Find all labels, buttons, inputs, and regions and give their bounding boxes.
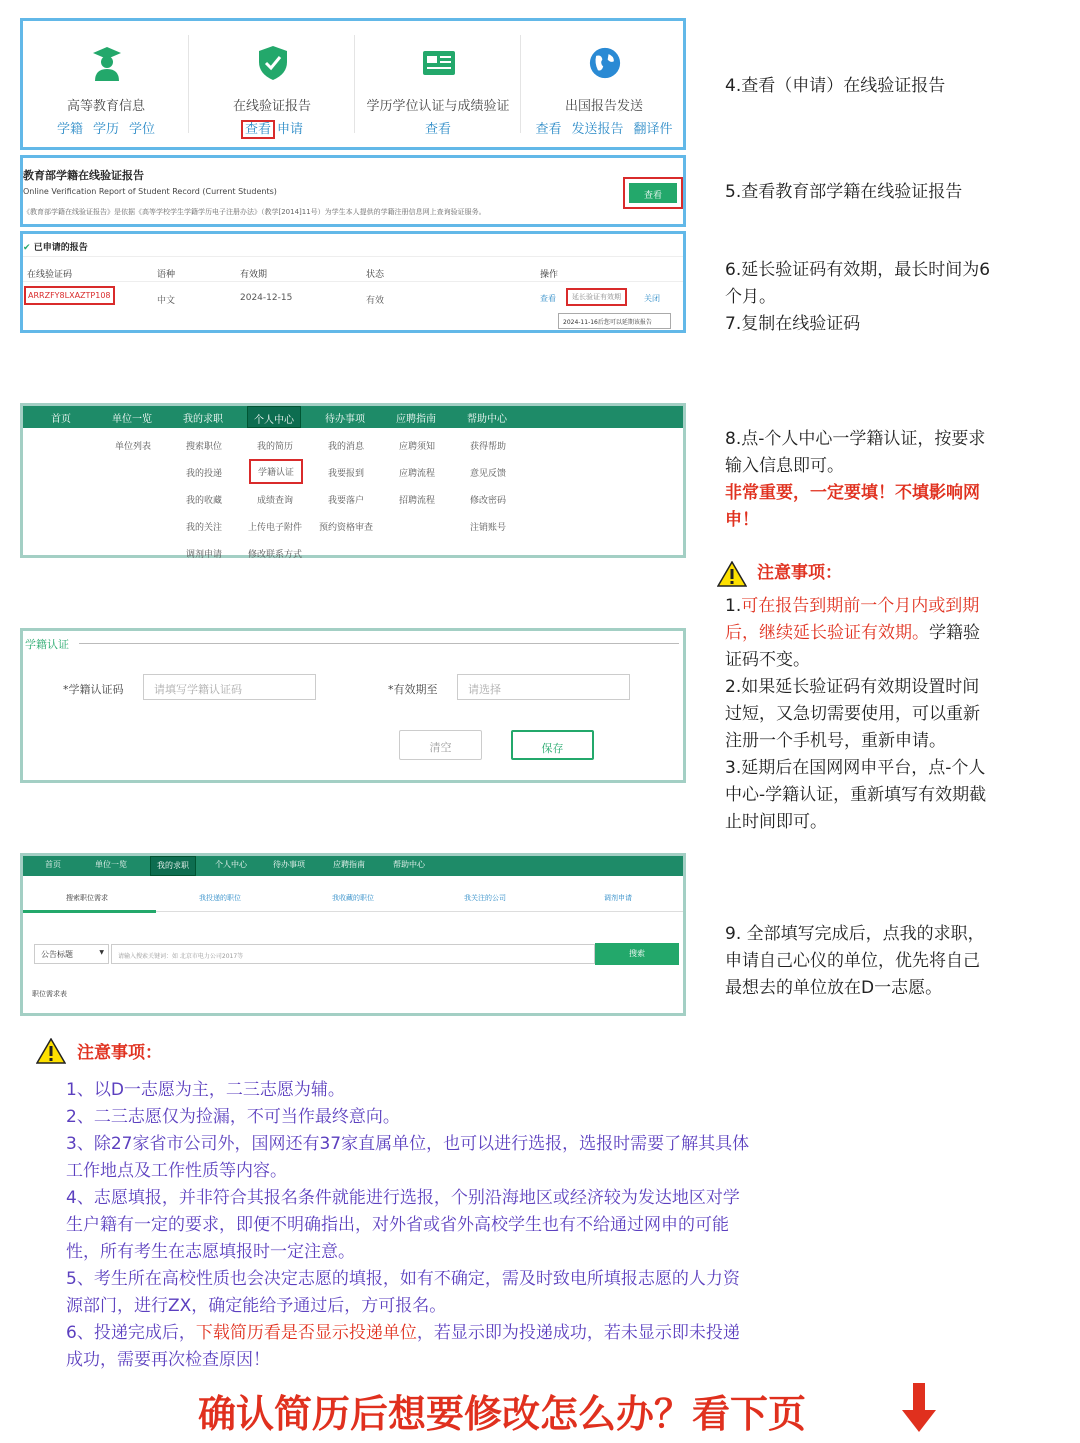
- menu-my-favorites[interactable]: 我的收藏: [186, 496, 223, 506]
- menu-upload-attachments[interactable]: 上传电子附件: [248, 523, 303, 533]
- graduate-icon: [91, 45, 123, 81]
- clear-button[interactable]: 清空: [399, 730, 482, 760]
- nav-guide[interactable]: 应聘指南: [333, 860, 365, 869]
- main-nav-2: [23, 856, 683, 876]
- form-title: 学籍认证: [25, 638, 69, 651]
- tab-search-jobs[interactable]: 搜索职位需求: [66, 894, 108, 902]
- check-circle-icon: ✔: [23, 243, 31, 253]
- report-desc: 《教育部学籍在线验证报告》是依据《高等学校学生学籍学历电子注册办法》（教学[2014]11号）为学生本人提供的学籍注册信息网上查询验证服务。: [23, 208, 486, 216]
- search-type-select[interactable]: 公告标题 ▼: [34, 944, 109, 964]
- nav-guide[interactable]: 应聘指南: [396, 414, 436, 425]
- tile-degree-auth: [355, 21, 521, 147]
- nav-help[interactable]: 帮助中心: [393, 860, 425, 869]
- bottom-notes: 1、以D一志愿为主，二三志愿为辅。 2、二三志愿仅为捡漏，不可当作最终意向。 3、除27家省市公司外，国网还有37家直属单位，也可以进行选报，选报时需要了解其具体 工作地点及工作性质等内容。 4、志愿填报，并非符合其报名条件就能进行选报，个别沿海地区或经济较为发达地区对学 生户籍有一定的要求，即便不明确指出，对外省或省外高校学生也有不给通过网申的可能 性，所有考生在志愿填报时一定注意。 5、考生所在高校性质也会决定志愿的填报，如有不确定，需及时致电所填报志愿的人力资 源部门，进行ZX，确定能给予通过后，方可报名。 6、投递完成后，下载简历看是否显示投递单位，若显示即为投递成功，若未显示即未投递 成功，需要再次检查原因！: [66, 1080, 750, 1370]
- step-4: 4.查看（申请）在线验证报告: [725, 76, 946, 96]
- id-card-icon: [423, 45, 455, 81]
- menu-appointment[interactable]: 预约资格审查: [319, 523, 374, 533]
- extend-validity-button[interactable]: 延长验证有效期: [566, 288, 627, 306]
- student-code-input[interactable]: 请填写学籍认证码: [143, 674, 316, 700]
- view-report-link[interactable]: 查看: [241, 120, 275, 139]
- warning-icon: [717, 561, 747, 587]
- menu-my-applications[interactable]: 我的投递: [186, 469, 223, 479]
- student-record-report-panel: [20, 155, 686, 227]
- nav-personal-center[interactable]: 个人中心: [247, 406, 301, 428]
- menu-change-password[interactable]: 修改密码: [470, 496, 507, 506]
- menu-apply-notes[interactable]: 应聘须知: [399, 442, 436, 452]
- right-notes-title: 注意事项：: [757, 563, 842, 583]
- view-degree-link[interactable]: 查看: [424, 122, 451, 137]
- row-close-link[interactable]: 关闭: [644, 294, 660, 303]
- nav-my-jobs[interactable]: 我的求职: [183, 414, 223, 425]
- report-title: 教育部学籍在线验证报告: [23, 169, 144, 182]
- tab-adjust-apply[interactable]: 调剂申请: [604, 894, 632, 902]
- menu-student-auth[interactable]: 学籍认证: [249, 459, 303, 484]
- view-overseas-link[interactable]: 查看: [535, 122, 562, 137]
- nav-help[interactable]: 帮助中心: [467, 414, 507, 425]
- link-xuewei[interactable]: 学位: [129, 122, 156, 137]
- menu-report[interactable]: 我要报到: [328, 469, 365, 479]
- menu-unit-list[interactable]: 单位列表: [115, 442, 152, 452]
- next-page-hint: 确认简历后想要修改怎么办？看下页: [198, 1392, 807, 1436]
- verification-code[interactable]: ARRZFY8LXAZTP108: [24, 286, 115, 305]
- send-report-link[interactable]: 发送报告: [571, 122, 624, 137]
- menu-grade-query[interactable]: 成绩查询: [257, 496, 294, 506]
- save-button[interactable]: 保存: [511, 730, 594, 760]
- search-button[interactable]: 搜索: [595, 943, 679, 965]
- menu-my-resume[interactable]: 我的简历: [257, 442, 294, 452]
- col-status: 状态: [366, 270, 385, 280]
- step-6: 6.延长验证码有效期，最长时间为6 个月。 7.复制在线验证码: [725, 260, 991, 334]
- personal-center-menu-panel: [20, 403, 686, 558]
- menu-adjust-apply[interactable]: 调剂申请: [186, 550, 223, 560]
- quick-services-panel: [20, 18, 686, 150]
- tile-title: 在线验证报告: [232, 99, 311, 114]
- tab-my-companies[interactable]: 我关注的公司: [464, 894, 506, 902]
- nav-units[interactable]: 单位一览: [95, 860, 127, 869]
- search-input[interactable]: 请输入搜索关键词：如 北京市电力公司2017等: [111, 944, 595, 964]
- tile-title: 学历学位认证与成绩验证: [366, 99, 510, 114]
- row-status: 有效: [366, 296, 385, 306]
- apply-report-link[interactable]: 申请: [277, 122, 304, 137]
- bottom-notes-title: 注意事项：: [77, 1043, 162, 1063]
- step-8: 8.点-个人中心一学籍认证，按要求 输入信息即可。 非常重要，一定要填！不填影响网 申！: [725, 429, 986, 530]
- menu-search-jobs[interactable]: 搜索职位: [186, 442, 223, 452]
- tab-my-applied[interactable]: 我投递的职位: [199, 894, 241, 902]
- job-list-title: 职位需求表: [32, 990, 67, 998]
- applied-header: ✔ 已申请的报告: [23, 243, 88, 253]
- menu-edit-contact[interactable]: 修改联系方式: [248, 550, 303, 560]
- nav-todo[interactable]: 待办事项: [325, 414, 365, 425]
- col-actions: 操作: [540, 270, 559, 280]
- nav-home[interactable]: 首页: [51, 414, 71, 425]
- nav-home[interactable]: 首页: [45, 860, 61, 869]
- step-9: 9. 全部填写完成后，点我的求职， 申请自己心仪的单位，优先将自己 最想去的单位放在D一志愿。: [725, 924, 985, 998]
- nav-todo[interactable]: 待办事项: [273, 860, 305, 869]
- row-view-link[interactable]: 查看: [540, 294, 556, 303]
- translation-link[interactable]: 翻译件: [633, 122, 673, 137]
- tile-higher-education: [23, 21, 189, 147]
- link-xueli[interactable]: 学历: [92, 122, 119, 137]
- tile-overseas-report: [521, 21, 687, 147]
- arrow-down-icon: [900, 1383, 938, 1433]
- col-code: 在线验证码: [27, 270, 73, 280]
- view-report-button[interactable]: 查看: [629, 183, 677, 203]
- link-xueji[interactable]: 学籍: [56, 122, 83, 137]
- job-search-panel: [20, 853, 686, 1016]
- menu-get-help[interactable]: 获得帮助: [470, 442, 507, 452]
- student-auth-form-panel: [20, 628, 686, 783]
- chevron-down-icon: ▼: [99, 949, 104, 956]
- warning-icon: [36, 1038, 66, 1064]
- col-expiry: 有效期: [240, 270, 268, 280]
- view-button-highlight: [623, 177, 683, 209]
- expiry-date-input[interactable]: 请选择: [457, 674, 630, 700]
- code-label: *学籍认证码: [63, 683, 124, 696]
- extend-tooltip: 2024-11-16后您可以延期该报告: [558, 313, 671, 329]
- tile-title: 高等教育信息: [66, 99, 145, 114]
- report-subtitle: Online Verification Report of Student Record (Current Students): [23, 187, 277, 196]
- nav-my-jobs[interactable]: 我的求职: [150, 856, 196, 876]
- main-nav: [23, 406, 683, 428]
- menu-feedback[interactable]: 意见反馈: [470, 469, 507, 479]
- row-lang: 中文: [157, 296, 176, 306]
- menu-cancel-account[interactable]: 注销账号: [470, 523, 507, 533]
- menu-apply-process[interactable]: 应聘流程: [399, 469, 436, 479]
- tile-online-report: [189, 21, 355, 147]
- row-expiry: 2024-12-15: [240, 293, 293, 303]
- menu-settle[interactable]: 我要落户: [328, 496, 365, 506]
- menu-my-messages[interactable]: 我的消息: [328, 442, 365, 452]
- tile-title: 出国报告发送: [564, 99, 643, 114]
- shield-check-icon: [257, 45, 289, 81]
- col-lang: 语种: [157, 270, 176, 280]
- globe-icon: [589, 45, 621, 81]
- nav-personal-center[interactable]: 个人中心: [215, 860, 247, 869]
- menu-my-follows[interactable]: 我的关注: [186, 523, 223, 533]
- applied-reports-panel: [20, 231, 686, 333]
- right-notes: 1.可在报告到期前一个月内或到期 后，继续延长验证有效期。学籍验 证码不变。 2.如果延长验证码有效期设置时间 过短，又急切需要使用，可以重新 注册一个手机号，重新申请。 3.延期后在国网网申平台，点-个人 中心-学籍认证，重新填写有效期截 止时间即可。: [725, 596, 987, 832]
- tab-my-favorites[interactable]: 我收藏的职位: [332, 894, 374, 902]
- nav-units[interactable]: 单位一览: [112, 414, 152, 425]
- menu-recruit-process[interactable]: 招聘流程: [399, 496, 436, 506]
- expiry-label: *有效期至: [388, 683, 438, 696]
- step-5: 5.查看教育部学籍在线验证报告: [725, 182, 963, 202]
